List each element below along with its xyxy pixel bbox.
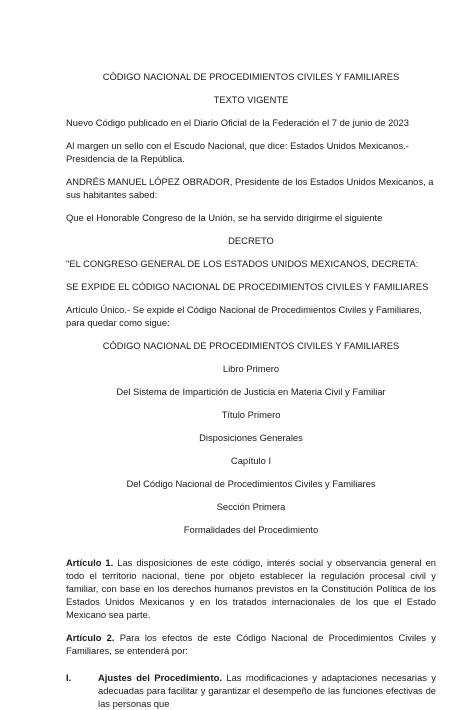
chapter-name: Del Código Nacional de Procedimientos Civiles y Familiares — [126, 478, 376, 489]
title-heading: Título Primero — [221, 409, 281, 420]
president-note: ANDRÉS MANUEL LÓPEZ OBRADOR, Presidente de los Estados Unidos Mexicanos, a sus habitantes sabed: — [66, 176, 434, 200]
article-2 — [66, 631, 436, 657]
publication-note: Nuevo Código publicado en el Diario Oficial de la Federación el 7 de junio de 2023 — [66, 117, 409, 128]
article-1-label: Artículo 1. — [66, 557, 114, 568]
article-2-text: Para los efectos de este Código Nacional de Procedimientos Civiles y Familiares, se entenderá por: — [66, 632, 436, 656]
list-item-label: Ajustes del Procedimiento. — [98, 672, 222, 683]
sole-article: Artículo Único.- Se expide el Código Nacional de Procedimientos Civiles y Familiares, para quedar como sigue: — [66, 304, 422, 328]
section-heading: Sección Primera — [216, 501, 286, 512]
list-item — [66, 671, 436, 710]
title-name: Disposiciones Generales — [199, 432, 303, 443]
seal-note: Al margen un sello con el Escudo Nacional, que dice: Estados Unidos Mexicanos.- Presidencia de la República. — [66, 140, 409, 164]
list-item-text: Las modificaciones y adaptaciones necesarias y adecuadas para facilitar y garantizar el desempeño de las funciones efectivas de las personas que — [98, 672, 436, 709]
congress-note: Que el Honorable Congreso de la Unión, se ha servido dirigirme el siguiente — [66, 212, 383, 223]
document-title: CÓDIGO NACIONAL DE PROCEDIMIENTOS CIVILES Y FAMILIARES — [102, 71, 400, 82]
decree-intro: "EL CONGRESO GENERAL DE LOS ESTADOS UNIDOS MEXICANOS, DECRETA: — [66, 258, 419, 269]
code-title: CÓDIGO NACIONAL DE PROCEDIMIENTOS CIVILES Y FAMILIARES — [102, 340, 400, 351]
book-name: Del Sistema de Impartición de Justicia en Materia Civil y Familiar — [116, 386, 386, 397]
chapter-heading: Capítulo I — [230, 455, 272, 466]
list-item-number: I. — [66, 672, 72, 683]
article-1-text: Las disposiciones de este código, interés social y observancia general en todo el territorio nacional, tiene por objeto establecer la regulación procesal civil y familiar, con base en los derechos humanos previstos en la Constitución Política de los Estados Unidos Mexicanos y en los tratados internacionales de los que el Estado Mexicano sea parte. — [66, 557, 436, 620]
section-name: Formalidades del Procedimiento — [183, 524, 319, 535]
decree-heading: DECRETO — [228, 235, 274, 246]
document-subtitle: TEXTO VIGENTE — [213, 94, 289, 105]
list-item-body — [98, 671, 436, 710]
article-2-label: Artículo 2. — [66, 632, 115, 643]
book-heading: Libro Primero — [222, 363, 280, 374]
article-1 — [66, 556, 436, 621]
issued-statement: SE EXPIDE EL CÓDIGO NACIONAL DE PROCEDIMIENTOS CIVILES Y FAMILIARES — [66, 281, 429, 292]
